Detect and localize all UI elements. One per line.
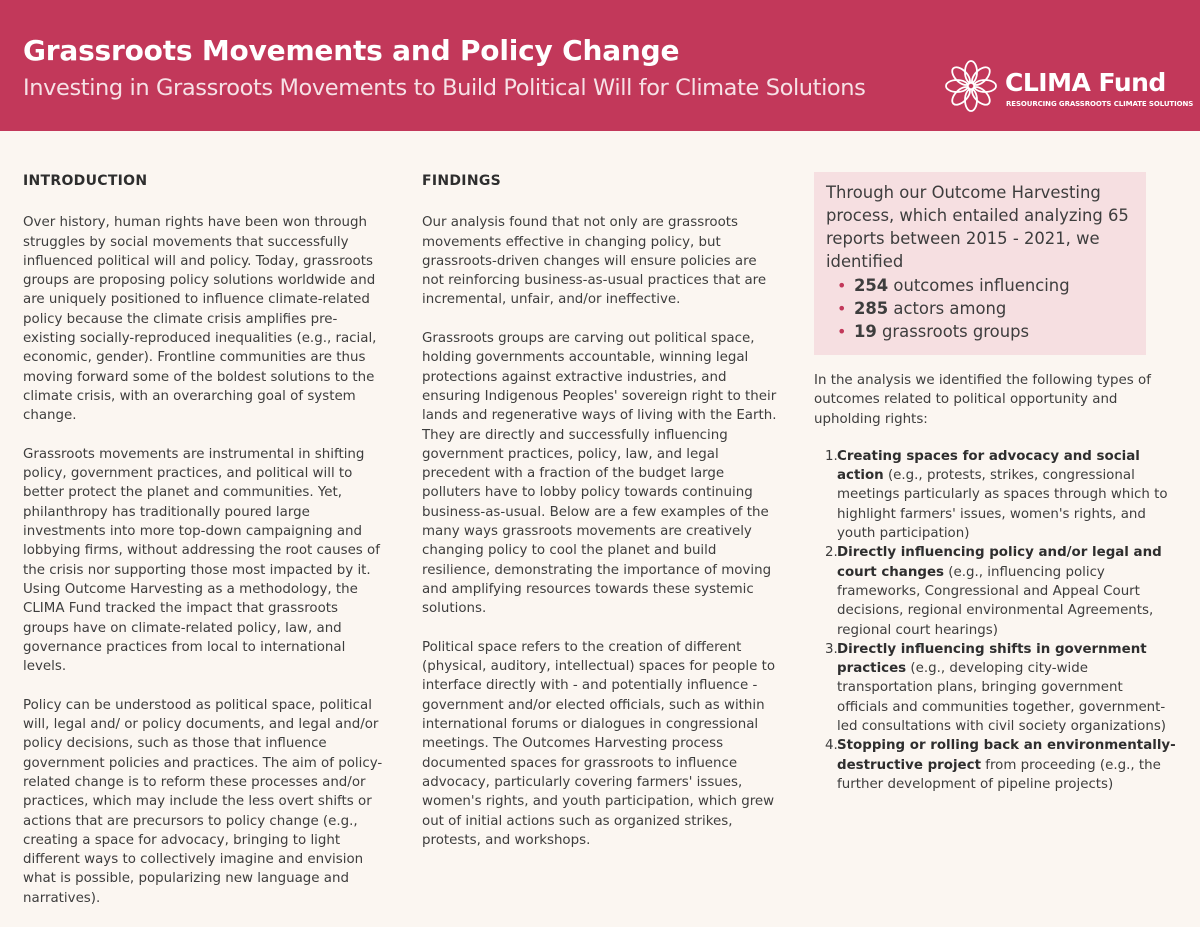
outcome-type-item: [814, 736, 1176, 794]
page-title: Grassroots Movements and Policy Change: [23, 34, 680, 67]
outcome-type-title: Directly influencing policy and/or legal and court changes: [837, 545, 1162, 580]
stat-item: [826, 297, 1134, 320]
findings-paragraph: Grassroots groups are carving out political space, holding governments accountable, winning legal protections against extractive industries, and ensuring Indigenous Peoples' sovereign right to their lands and regenerative ways of living with the Earth. They are directly and successfully influencing government practices, policy, law, and legal precedent with a fraction of the budget large polluters have to lobby policy towards continuing business-as-usual. Below are a few examples of the many ways grassroots movements are creatively changing policy to cool the planet and build resilience, demonstrating the importance of moving and amplifying resources towards these systemic solutions.: [422, 331, 777, 617]
outcome-type-text: from proceeding (e.g., the further development of pipeline projects): [837, 757, 1161, 792]
intro-paragraph: Grassroots movements are instrumental in shifting policy, government practices, and political will to better protect the planet and communities. Yet, philanthropy has traditionally poured large investments into more top-down campaigning and lobbying firms, without addressing the root causes of the crisis nor supporting those most impacted by it. Using Outcome Harvesting as a methodology, the CLIMA Fund tracked the impact that grassroots groups have on climate-related policy, law, and governance practices from local to international levels.: [23, 446, 380, 675]
outcome-type-title: Creating spaces for advocacy and social action: [837, 448, 1140, 484]
analysis-intro: In the analysis we identified the following types of outcomes related to political opportunity and upholding rights:: [814, 373, 1151, 427]
clima-fund-logo: [943, 58, 1194, 114]
callout-intro: Through our Outcome Harvesting process, which entailed analyzing 65 reports between 2015 - 2021, we identified: [826, 183, 1129, 271]
flower-logo-icon: [943, 58, 999, 114]
stats-list: [826, 274, 1134, 343]
introduction-column: [23, 172, 383, 927]
outcome-type-text: (e.g., influencing policy frameworks, Congressional and Appeal Court decisions, regional environmental Agreements, regional court hearings): [837, 564, 1154, 638]
list-number: 2.: [825, 545, 838, 561]
introduction-heading: INTRODUCTION: [23, 173, 148, 189]
outcome-type-item: [814, 543, 1176, 639]
findings-heading: FINDINGS: [422, 173, 502, 189]
logo-tagline: RESOURCING GRASSROOTS CLIMATE SOLUTIONS: [1006, 100, 1194, 108]
list-number: 4.: [825, 738, 838, 754]
outcome-types-list: [814, 447, 1176, 794]
stat-item: [826, 320, 1134, 343]
stat-item: [826, 274, 1134, 297]
header-banner: [0, 0, 1200, 131]
outcome-type-title: Directly influencing shifts in government practices: [837, 641, 1147, 677]
findings-column: [422, 172, 782, 869]
logo-name: CLIMA Fund: [1005, 68, 1166, 97]
stat-number: 285: [854, 299, 889, 318]
list-number: 1.: [825, 448, 838, 464]
stat-text: grassroots groups: [876, 322, 1030, 341]
bullet-icon: •: [837, 322, 847, 341]
stats-callout: [814, 172, 1146, 355]
outcome-type-title: Stopping or rolling back an environmentally-destructive project: [837, 738, 1176, 773]
findings-paragraph: Political space refers to the creation of different (physical, auditory, intellectual) spaces for people to interface directly with - and potentially influence - government and/or elected officials, such as within international forums or dialogues in congressional meetings. The Outcomes Harvesting process documented spaces for grassroots to influence advocacy, particularly covering farmers' issues, women's rights, and youth participation, which grew out of initial actions such as organized strikes, protests, and workshops.: [422, 639, 776, 848]
intro-paragraph: Over history, human rights have been won through struggles by social movements that successfully influenced political will and policy. Today, grassroots groups are proposing policy solutions worldwide and are uniquely positioned to influence climate-related policy because the climate crisis amplifies pre-existing socially-reproduced inequalities (e.g., racial, economic, gender). Frontline communities are thus moving forward some of the boldest solutions to the climate crisis, with an overarching goal of system change.: [23, 215, 377, 424]
page-subtitle: Investing in Grassroots Movements to Build Political Will for Climate Solutions: [23, 75, 866, 101]
stat-number: 19: [854, 322, 877, 341]
findings-paragraph: Our analysis found that not only are grassroots movements effective in changing policy, but grassroots-driven changes will ensure policies are not reinforcing business-as-usual practices that are incremental, unfair, and/or ineffective.: [422, 215, 767, 308]
outcome-type-item: [814, 447, 1176, 543]
stat-text: actors among: [888, 299, 1007, 318]
outcome-type-item: [814, 640, 1176, 736]
stat-number: 254: [854, 276, 889, 295]
bullet-icon: •: [837, 299, 847, 318]
list-number: 3.: [825, 641, 838, 657]
analysis-column: [814, 172, 1176, 794]
outcome-type-text: (e.g., developing city-wide transportation plans, bringing government officials and communities together, government-led consultations with civil society organizations): [837, 661, 1167, 735]
stat-text: outcomes influencing: [888, 276, 1070, 295]
intro-paragraph: Policy can be understood as political space, political will, legal and/ or policy documents, and legal and/or policy decisions, such as those that influence government policies and practices. The aim of policy-related change is to reform these processes and/or practices, which may include the less overt shifts or actions that are precursors to policy change (e.g., creating a space for advocacy, bringing to light different ways to collectively imagine and envision what is possible, popularizing new language and narratives).: [23, 697, 383, 906]
bullet-icon: •: [837, 276, 847, 295]
outcome-type-text: (e.g., protests, strikes, congressional meetings particularly as spaces through which to highlight farmers' issues, women's rights, and youth participation): [837, 468, 1168, 542]
